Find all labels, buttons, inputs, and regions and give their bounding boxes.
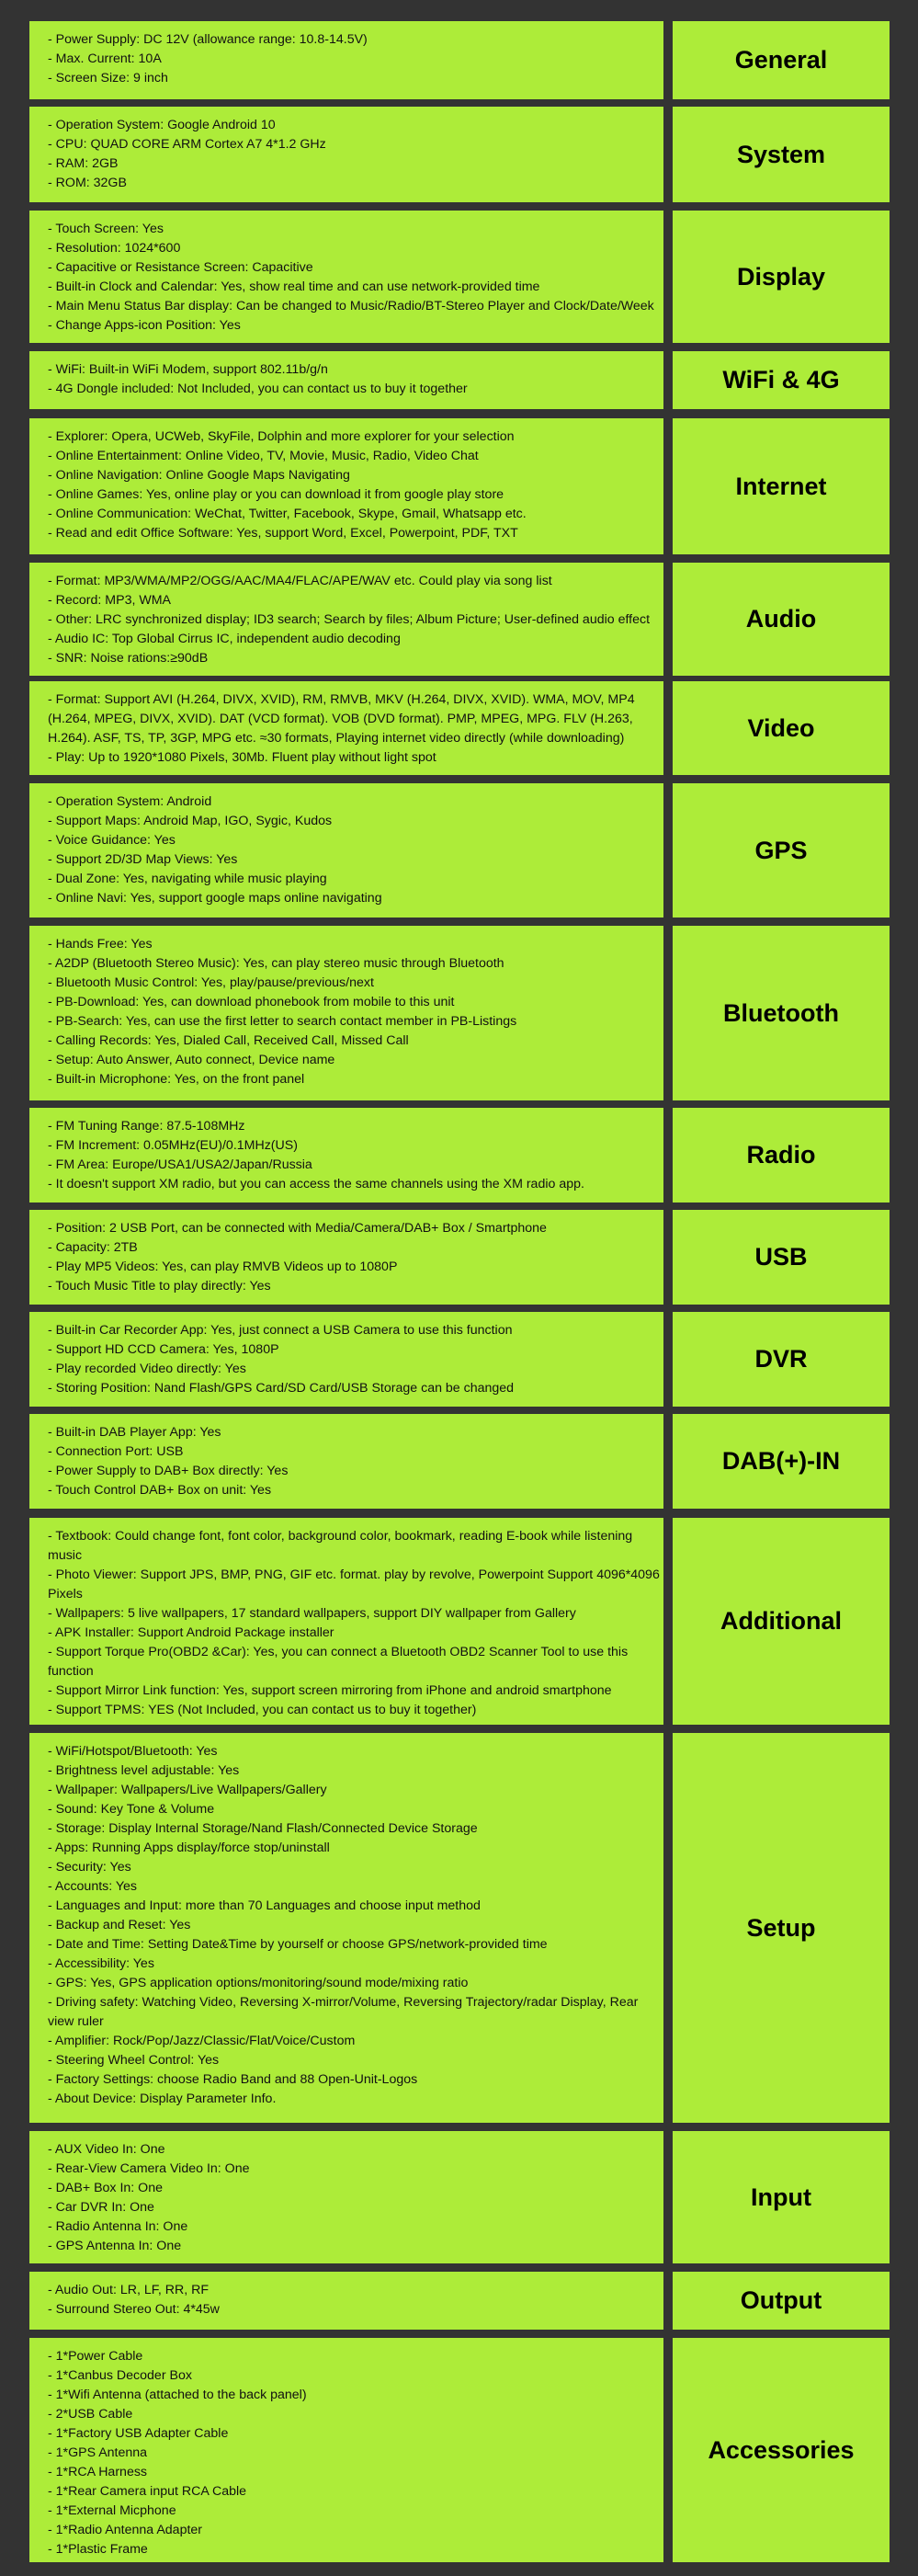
spec-line: - Built-in Microphone: Yes, on the front panel: [48, 1072, 305, 1087]
spec-category-label: Display: [736, 262, 826, 291]
spec-row-radio: [29, 1108, 890, 1203]
spec-line: - Connection Port: USB: [48, 1444, 184, 1459]
spec-line: - Audio IC: Top Global Cirrus IC, independent audio decoding: [48, 632, 401, 646]
spec-line: - FM Tuning Range: 87.5-108MHz: [48, 1119, 245, 1134]
spec-details: [29, 1414, 663, 1509]
spec-line: - 4G Dongle included: Not Included, you can contact us to buy it together: [48, 382, 468, 396]
spec-category-label: Accessories: [708, 2435, 855, 2464]
spec-line: - AUX Video In: One: [48, 2142, 165, 2157]
spec-row-output: [29, 2272, 890, 2330]
spec-line: - Format: Support AVI (H.264, DIVX, XVID), RM, RMVB, MKV (H.264, DIVX, XVID). WMA, MOV, MP4 (H.264, MPEG, DIVX, XVID). DAT (VCD format). VOB (DVD format). PMP, MPEG, MPG. FLV (H.263, H.264). ASF, TS, TP, 3GP, MPG etc. ≈30 formats, Playing internet video directly (while downloading): [48, 692, 635, 746]
spec-line: - Operation System: Google Android 10: [48, 118, 276, 132]
spec-line: - Brightness level adjustable: Yes: [48, 1763, 240, 1778]
spec-line: - Screen Size: 9 inch: [48, 71, 168, 85]
spec-line: - APK Installer: Support Android Package installer: [48, 1625, 334, 1640]
spec-line: - Surround Stereo Out: 4*45w: [48, 2302, 220, 2317]
spec-category: [673, 21, 890, 99]
spec-category: [673, 2272, 890, 2330]
spec-line: - Dual Zone: Yes, navigating while music playing: [48, 872, 327, 886]
spec-line: - RAM: 2GB: [48, 156, 119, 171]
spec-line: - GPS: Yes, GPS application options/monitoring/sound mode/mixing ratio: [48, 1976, 469, 1990]
spec-details: [29, 1108, 663, 1203]
spec-line: - Date and Time: Setting Date&Time by yourself or choose GPS/network-provided time: [48, 1937, 548, 1952]
spec-line: - 1*Wifi Antenna (attached to the back panel): [48, 2388, 307, 2402]
spec-line: - Car DVR In: One: [48, 2200, 154, 2215]
spec-category-label: Radio: [746, 1141, 816, 1168]
spec-category: [673, 926, 890, 1100]
spec-line: - A2DP (Bluetooth Stereo Music): Yes, can play stereo music through Bluetooth: [48, 956, 504, 971]
spec-line: - Built-in Clock and Calendar: Yes, show real time and can use network-provided time: [48, 279, 540, 294]
spec-line: - Hands Free: Yes: [48, 937, 153, 952]
spec-category-label: Setup: [746, 1913, 816, 1942]
spec-details: [29, 1210, 663, 1305]
spec-category-label: USB: [754, 1243, 808, 1271]
spec-line: - Driving safety: Watching Video, Reversing X-mirror/Volume, Reversing Trajectory/radar Display, Rear view ruler: [48, 1995, 639, 2029]
spec-category: [673, 1108, 890, 1203]
spec-line: - Amplifier: Rock/Pop/Jazz/Classic/Flat/Voice/Custom: [48, 2034, 356, 2048]
spec-line: - FM Increment: 0.05MHz(EU)/0.1MHz(US): [48, 1138, 298, 1153]
spec-row-dab-in: [29, 1414, 890, 1509]
spec-line: - Touch Control DAB+ Box on unit: Yes: [48, 1483, 272, 1498]
spec-line: - CPU: QUAD CORE ARM Cortex A7 4*1.2 GHz: [48, 137, 326, 152]
spec-line: - Support 2D/3D Map Views: Yes: [48, 852, 238, 867]
spec-line: - Factory Settings: choose Radio Band and 88 Open-Unit-Logos: [48, 2072, 418, 2087]
spec-category: [673, 351, 890, 409]
spec-details: [29, 1312, 663, 1407]
spec-line: - 1*GPS Antenna: [48, 2445, 148, 2460]
spec-line: - Capacitive or Resistance Screen: Capacitive: [48, 260, 313, 275]
spec-category: [673, 563, 890, 676]
spec-row-additional: [29, 1518, 890, 1725]
spec-line: - Main Menu Status Bar display: Can be changed to Music/Radio/BT-Stereo Player and Clock/Date/Week: [48, 299, 654, 313]
spec-line: - Online Entertainment: Online Video, TV, Movie, Music, Radio, Video Chat: [48, 449, 479, 463]
spec-row-setup: [29, 1733, 890, 2123]
spec-category-label: Bluetooth: [723, 998, 839, 1027]
spec-category-label: Internet: [735, 472, 827, 500]
spec-category: [673, 107, 890, 202]
spec-row-input: [29, 2131, 890, 2263]
spec-category-label: General: [734, 46, 828, 74]
spec-category: [673, 1518, 890, 1725]
spec-category-label: GPS: [754, 836, 808, 864]
spec-row-accessories: [29, 2338, 890, 2562]
spec-line: - Resolution: 1024*600: [48, 241, 181, 256]
spec-details: [29, 563, 663, 676]
spec-row-usb: [29, 1210, 890, 1305]
spec-line: - Support Mirror Link function: Yes, support screen mirroring from iPhone and android smartphone: [48, 1683, 612, 1698]
spec-category: [673, 783, 890, 918]
spec-row-dvr: [29, 1312, 890, 1407]
spec-line: - Sound: Key Tone & Volume: [48, 1802, 215, 1817]
spec-line: - Format: MP3/WMA/MP2/OGG/AAC/MA4/FLAC/APE/WAV etc. Could play via song list: [48, 574, 552, 588]
spec-category: [673, 1733, 890, 2123]
spec-line: - Position: 2 USB Port, can be connected with Media/Camera/DAB+ Box / Smartphone: [48, 1221, 547, 1236]
spec-line: - 1*Power Cable: [48, 2349, 143, 2364]
spec-line: - Voice Guidance: Yes: [48, 833, 176, 848]
spec-line: - Power Supply: DC 12V (allowance range: 10.8-14.5V): [48, 32, 368, 47]
spec-details: [29, 783, 663, 918]
spec-row-gps: [29, 783, 890, 918]
spec-category-label: Video: [747, 713, 815, 742]
spec-line: - About Device: Display Parameter Info.: [48, 2092, 277, 2106]
spec-details: [29, 2338, 663, 2562]
spec-category-label: DAB(+)-IN: [721, 1447, 841, 1475]
spec-category-label: DVR: [754, 1345, 808, 1373]
spec-line: - 1*Canbus Decoder Box: [48, 2368, 192, 2383]
spec-line: - Read and edit Office Software: Yes, support Word, Excel, Powerpoint, PDF, TXT: [48, 526, 518, 541]
spec-category: [673, 211, 890, 343]
spec-line: - 1*RCA Harness: [48, 2465, 148, 2479]
spec-category: [673, 1414, 890, 1509]
spec-row-internet: [29, 418, 890, 554]
spec-line: - Other: LRC synchronized display; ID3 search; Search by files; Album Picture; User-defined audio effect: [48, 612, 651, 627]
spec-line: - Power Supply to DAB+ Box directly: Yes: [48, 1464, 289, 1478]
spec-details: [29, 2272, 663, 2330]
spec-row-audio: [29, 563, 890, 676]
spec-line: - Languages and Input: more than 70 Languages and choose input method: [48, 1898, 481, 1913]
spec-line: - Online Navi: Yes, support google maps online navigating: [48, 891, 382, 906]
spec-line: - Support TPMS: YES (Not Included, you can contact us to buy it together): [48, 1703, 477, 1717]
spec-details: [29, 107, 663, 202]
spec-row-system: [29, 107, 890, 202]
spec-line: - PB-Search: Yes, can use the first letter to search contact member in PB-Listings: [48, 1014, 517, 1029]
spec-line: - Touch Screen: Yes: [48, 222, 164, 236]
spec-category-label: Audio: [745, 605, 817, 633]
spec-details: [29, 2131, 663, 2263]
spec-line: - Storage: Display Internal Storage/Nand Flash/Connected Device Storage: [48, 1821, 478, 1836]
spec-category-label: System: [736, 140, 826, 168]
spec-details: [29, 351, 663, 409]
spec-line: - Wallpapers: 5 live wallpapers, 17 standard wallpapers, support DIY wallpaper from Gallery: [48, 1606, 576, 1621]
spec-line: - Radio Antenna In: One: [48, 2219, 188, 2234]
spec-line: - Play MP5 Videos: Yes, can play RMVB Videos up to 1080P: [48, 1260, 398, 1274]
spec-line: - Backup and Reset: Yes: [48, 1918, 191, 1932]
spec-line: - Built-in DAB Player App: Yes: [48, 1425, 221, 1440]
spec-details: [29, 211, 663, 343]
spec-line: - Calling Records: Yes, Dialed Call, Received Call, Missed Call: [48, 1033, 409, 1048]
spec-line: - Online Navigation: Online Google Maps Navigating: [48, 468, 350, 483]
spec-category: [673, 681, 890, 775]
spec-category: [673, 1312, 890, 1407]
spec-line: - Operation System: Android: [48, 794, 212, 809]
spec-line: - WiFi: Built-in WiFi Modem, support 802.11b/g/n: [48, 362, 328, 377]
spec-line: - 1*Rear Camera input RCA Cable: [48, 2484, 247, 2499]
spec-line: - 1*Radio Antenna Adapter: [48, 2523, 203, 2537]
spec-category: [673, 2131, 890, 2263]
spec-row-wifi-4g: [29, 351, 890, 409]
spec-line: - Touch Music Title to play directly: Yes: [48, 1279, 271, 1294]
spec-line: - 2*USB Cable: [48, 2407, 133, 2422]
spec-line: - Textbook: Could change font, font color, background color, bookmark, reading E-book while listening music: [48, 1529, 633, 1563]
spec-line: - Audio Out: LR, LF, RR, RF: [48, 2283, 210, 2297]
spec-details: [29, 21, 663, 99]
spec-category: [673, 418, 890, 554]
spec-category-label: Output: [740, 2286, 822, 2314]
spec-row-general: [29, 21, 890, 99]
spec-line: - GPS Antenna In: One: [48, 2239, 182, 2253]
spec-line: - Play recorded Video directly: Yes: [48, 1362, 246, 1376]
spec-line: - Wallpaper: Wallpapers/Live Wallpapers/Gallery: [48, 1783, 327, 1797]
spec-line: - Explorer: Opera, UCWeb, SkyFile, Dolphin and more explorer for your selection: [48, 429, 515, 444]
spec-row-video: [29, 681, 890, 775]
spec-details: [29, 1518, 663, 1725]
spec-line: - Support Maps: Android Map, IGO, Sygic, Kudos: [48, 814, 333, 828]
spec-line: - Setup: Auto Answer, Auto connect, Device name: [48, 1053, 335, 1067]
spec-details: [29, 926, 663, 1100]
spec-line: - Online Communication: WeChat, Twitter, Facebook, Skype, Gmail, Whatsapp etc.: [48, 507, 527, 521]
spec-category: [673, 2338, 890, 2562]
spec-line: - WiFi/Hotspot/Bluetooth: Yes: [48, 1744, 218, 1759]
spec-line: - Change Apps-icon Position: Yes: [48, 318, 241, 333]
spec-line: - PB-Download: Yes, can download phonebook from mobile to this unit: [48, 995, 455, 1009]
spec-category-label: Additional: [720, 1607, 842, 1635]
spec-details: [29, 418, 663, 554]
spec-line: - Record: MP3, WMA: [48, 593, 172, 608]
spec-line: - FM Area: Europe/USA1/USA2/Japan/Russia: [48, 1157, 312, 1172]
spec-line: - ROM: 32GB: [48, 176, 127, 190]
spec-line: - Storing Position: Nand Flash/GPS Card/SD Card/USB Storage can be changed: [48, 1381, 515, 1396]
spec-line: - Accessibility: Yes: [48, 1956, 154, 1971]
spec-row-display: [29, 211, 890, 343]
spec-line: - Max. Current: 10A: [48, 51, 162, 66]
spec-line: - Support HD CCD Camera: Yes, 1080P: [48, 1342, 279, 1357]
spec-line: - Security: Yes: [48, 1860, 131, 1875]
spec-line: - It doesn't support XM radio, but you can access the same channels using the XM radio app.: [48, 1177, 584, 1191]
spec-details: [29, 681, 663, 775]
spec-category: [673, 1210, 890, 1305]
spec-line: - Bluetooth Music Control: Yes, play/pause/previous/next: [48, 975, 374, 990]
spec-line: - 1*Plastic Frame: [48, 2542, 148, 2557]
spec-line: - Support Torque Pro(OBD2 &Car): Yes, you can connect a Bluetooth OBD2 Scanner Tool to use this function: [48, 1645, 629, 1679]
spec-line: - Apps: Running Apps display/force stop/uninstall: [48, 1841, 330, 1855]
spec-line: - Steering Wheel Control: Yes: [48, 2053, 220, 2068]
spec-row-bluetooth: [29, 926, 890, 1100]
spec-line: - 1*External Micphone: [48, 2503, 176, 2518]
spec-category-label: WiFi & 4G: [722, 366, 840, 393]
spec-category-label: Input: [751, 2183, 811, 2211]
spec-line: - Play: Up to 1920*1080 Pixels, 30Mb. Fluent play without light spot: [48, 750, 436, 765]
spec-line: - Rear-View Camera Video In: One: [48, 2161, 250, 2176]
spec-line: - Photo Viewer: Support JPS, BMP, PNG, GIF etc. format. play by revolve, Powerpoint Support 4096*4096 Pixels: [48, 1567, 660, 1601]
spec-details: [29, 1733, 663, 2123]
spec-line: - DAB+ Box In: One: [48, 2181, 163, 2195]
spec-line: - Accounts: Yes: [48, 1879, 138, 1894]
spec-line: - Built-in Car Recorder App: Yes, just connect a USB Camera to use this function: [48, 1323, 513, 1338]
spec-line: - SNR: Noise rations:≥90dB: [48, 651, 209, 666]
spec-line: - 1*Factory USB Adapter Cable: [48, 2426, 229, 2441]
spec-line: - Online Games: Yes, online play or you can download it from google play store: [48, 487, 504, 502]
spec-line: - Capacity: 2TB: [48, 1240, 138, 1255]
